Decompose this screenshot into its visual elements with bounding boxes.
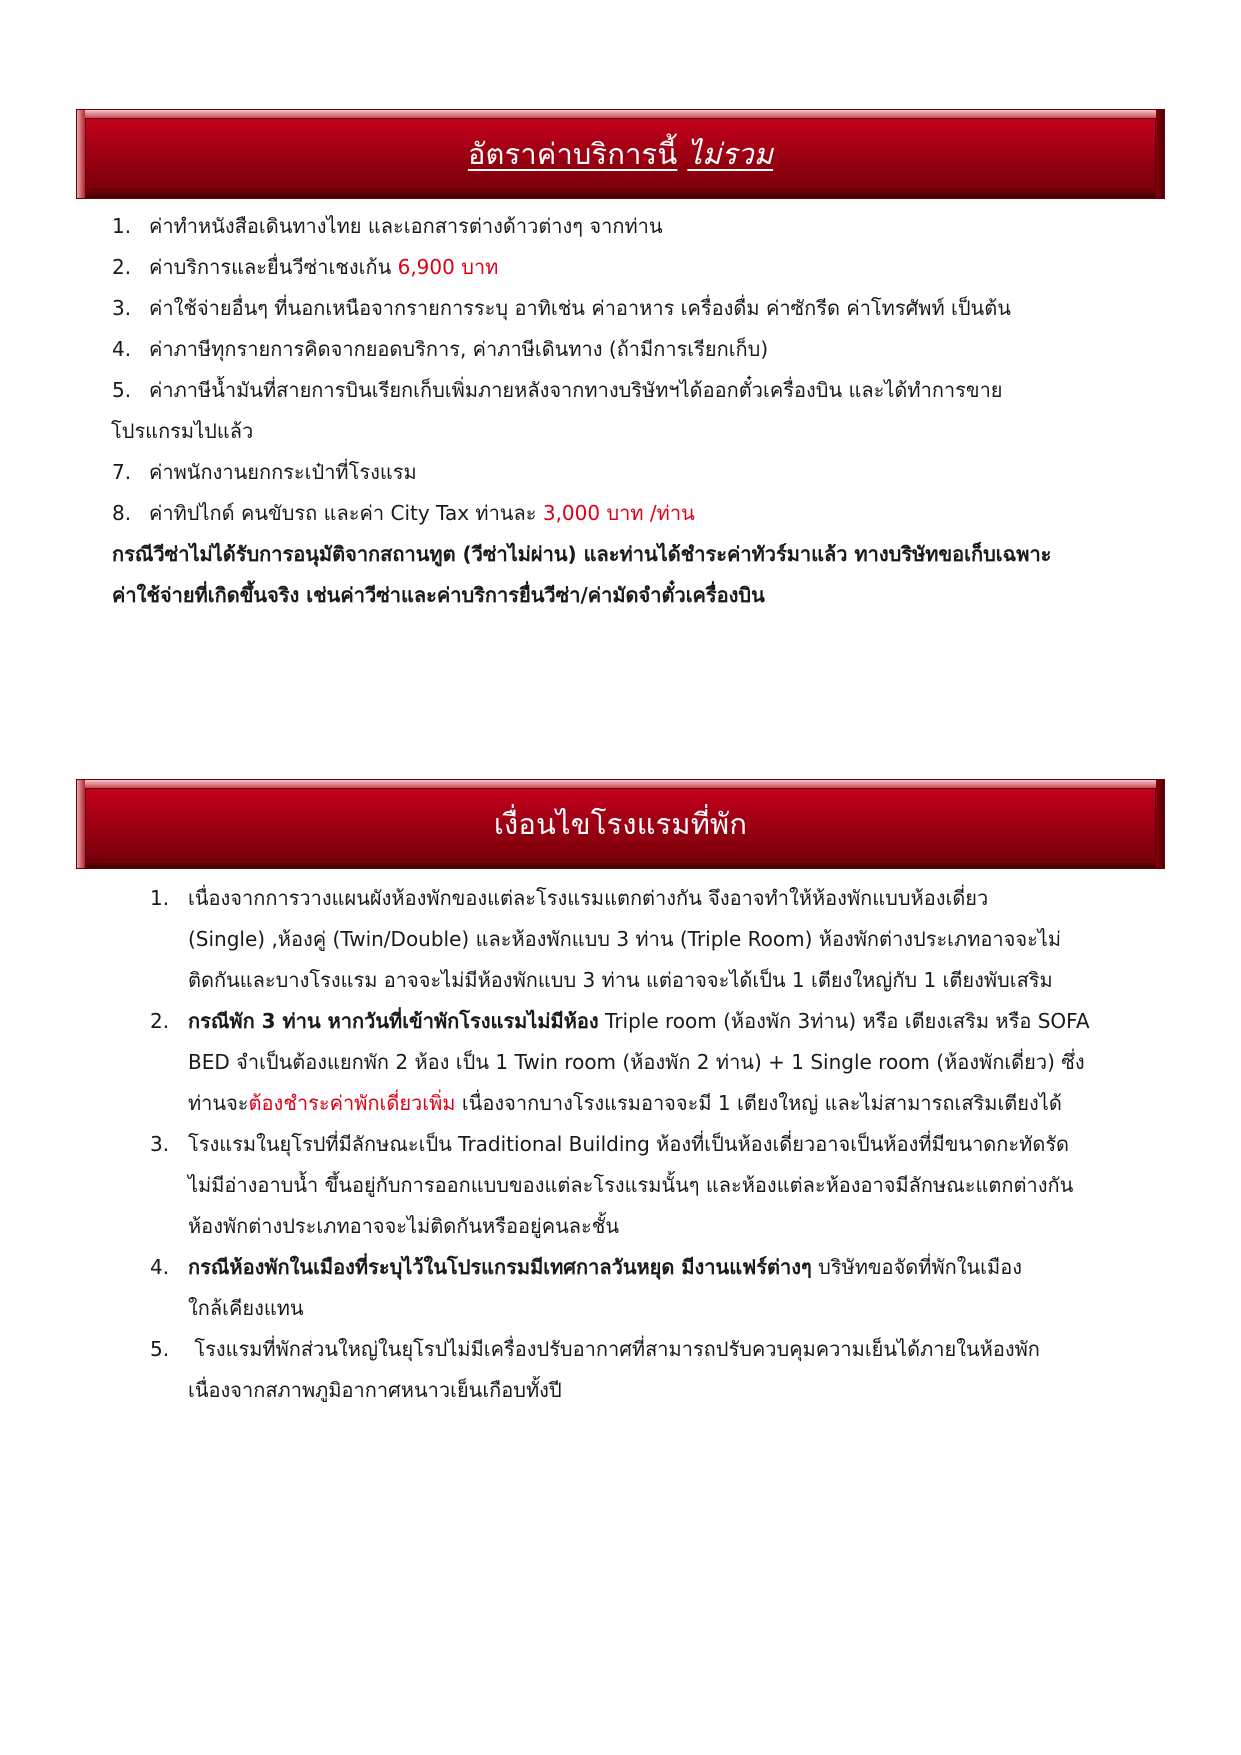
item-number: 1. xyxy=(150,886,170,910)
item-text: ค่าบริการและยื่นวีซ่าเชงเก้น xyxy=(149,255,398,279)
hotel-conditions-list xyxy=(150,878,1165,1411)
excluded-list xyxy=(112,206,1112,534)
line-rest: บริษัทขอจัดที่พักในเมือง xyxy=(811,1255,1022,1279)
item-text: ค่าทำหนังสือเดินทางไทย และเอกสารต่างด้าวต่างๆ จากท่าน xyxy=(149,214,663,238)
item-number: 2. xyxy=(150,1009,170,1033)
item-number: 5. xyxy=(150,1337,170,1361)
item-line: (Single) ,ห้องคู่ (Twin/Double) และห้องพักแบบ 3 ท่าน (Triple Room) ห้องพักต่างประเภทอาจจะไม่ xyxy=(188,927,1062,951)
item-text: ค่าภาษีน้ำมันที่สายการบินเรียกเก็บเพิ่มภายหลังจากทางบริษัทฯได้ออกตั๋วเครื่องบิน และได้ทำการขาย xyxy=(149,378,1003,402)
list-item xyxy=(150,878,1165,1001)
list-item xyxy=(150,1124,1165,1247)
section-title xyxy=(77,110,1164,198)
bold-lead: กรณีพัก 3 ท่าน หากวันที่เข้าพักโรงแรมไม่มีห้อง xyxy=(188,1009,599,1033)
price-highlight: 3,000 บาท /ท่าน xyxy=(542,501,695,525)
item-line xyxy=(188,1083,1165,1124)
item-text: ค่าภาษีทุกรายการคิดจากยอดบริการ, ค่าภาษีเดินทาง (ถ้ามีการเรียกเก็บ) xyxy=(149,337,769,361)
item-number: 2. xyxy=(112,255,132,279)
item-line: ห้องพักต่างประเภทอาจจะไม่ติดกันหรืออยู่คนละชั้น xyxy=(188,1214,620,1238)
item-line: เนื่องจากการวางแผนผังห้องพักของแต่ละโรงแรมแตกต่างกัน จึงอาจทำให้ห้องพักแบบห้องเดี่ยว xyxy=(188,886,989,910)
item-number: 3. xyxy=(112,296,132,320)
item-number: 5. xyxy=(112,378,132,402)
item-line xyxy=(188,1001,1165,1042)
list-item xyxy=(112,329,1112,370)
list-item xyxy=(112,452,1112,493)
item-number: 4. xyxy=(112,337,132,361)
price-highlight: 6,900 บาท xyxy=(397,255,499,279)
bold-lead: กรณีห้องพักในเมืองที่ระบุไว้ในโปรแกรมมีเทศกาลวันหยุด มีงานแฟร์ต่างๆ xyxy=(188,1255,812,1279)
item-line: ติดกันและบางโรงแรม อาจจะไม่มีห้องพักแบบ 3 ท่าน แต่อาจจะได้เป็น 1 เตียงใหญ่กับ 1 เตียงพับเสริม xyxy=(188,968,1053,992)
line-post: เนื่องจากบางโรงแรมอาจจะมี 1 เตียงใหญ่ และไม่สามารถเสริมเตียงได้ xyxy=(455,1091,1062,1115)
title-text: อัตราค่าบริการนี้ xyxy=(467,137,678,171)
item-number: 7. xyxy=(112,460,132,484)
item-text: ค่าทิปไกด์ คนขับรถ และค่า City Tax ท่านละ xyxy=(149,501,543,525)
item-line: ไม่มีอ่างอาบน้ำ ขึ้นอยู่กับการออกแบบของแต่ละโรงแรมนั้นๆ และห้องแต่ละห้องอาจมีลักษณะแตกต่างกัน xyxy=(188,1173,1074,1197)
item-number: 4. xyxy=(150,1255,170,1279)
section-title: เงื่อนไขโรงแรมที่พัก xyxy=(493,807,748,841)
item-line xyxy=(188,1247,1165,1288)
item-continuation: โปรแกรมไปแล้ว xyxy=(111,419,254,443)
line-rest: Triple room (ห้องพัก 3ท่าน) หรือ เตียงเสริม หรือ SOFA xyxy=(598,1009,1090,1033)
visa-note xyxy=(112,534,1132,616)
list-item xyxy=(112,370,1112,411)
item-number: 3. xyxy=(150,1132,170,1156)
section-banner-hotel xyxy=(76,779,1165,869)
item-text: ค่าพนักงานยกกระเป๋าที่โรงแรม xyxy=(149,460,417,484)
list-item xyxy=(112,206,1112,247)
item-number: 1. xyxy=(112,214,132,238)
item-line: โรงแรมในยุโรปที่มีลักษณะเป็น Traditional Building ห้องที่เป็นห้องเดี่ยวอาจเป็นห้องที่มีขนาดกะทัดรัด xyxy=(188,1132,1070,1156)
item-line: เนื่องจากสภาพภูมิอากาศหนาวเย็นเกือบทั้งปี xyxy=(188,1378,562,1402)
title-emphasis: ไม่รวม xyxy=(687,137,774,171)
item-number: 8. xyxy=(112,501,132,525)
list-item xyxy=(112,288,1112,329)
item-line: ใกล้เคียงแทน xyxy=(188,1296,304,1320)
item-text xyxy=(188,1124,1165,1247)
section-banner-excluded xyxy=(76,109,1165,199)
list-item xyxy=(150,1001,1165,1124)
item-text xyxy=(188,1247,1165,1329)
note-line: ค่าใช้จ่ายที่เกิดขึ้นจริง เช่นค่าวีซ่าและค่าบริการยื่นวีซ่า/ค่ามัดจำตั๋วเครื่องบิน xyxy=(112,583,765,607)
list-item xyxy=(150,1247,1165,1329)
note-line: กรณีวีซ่าไม่ได้รับการอนุมัติจากสถานทูต (วีซ่าไม่ผ่าน) และท่านได้ชำระค่าทัวร์มาแล้ว ทางบริษัทขอเก็บเฉพาะ xyxy=(112,542,1052,566)
item-line: โรงแรมที่พักส่วนใหญ่ในยุโรปไม่มีเครื่องปรับอากาศที่สามารถปรับควบคุมความเย็นได้ภายในห้องพัก xyxy=(188,1337,1040,1361)
item-text: ค่าใช้จ่ายอื่นๆ ที่นอกเหนือจากรายการระบุ อาทิเช่น ค่าอาหาร เครื่องดื่ม ค่าซักรีด ค่าโทรศัพท์ เป็นต้น xyxy=(149,296,1011,320)
list-item xyxy=(150,1329,1165,1411)
item-text xyxy=(188,1001,1165,1124)
red-highlight: ต้องชำระค่าพักเดี่ยวเพิ่ม xyxy=(248,1091,456,1115)
list-item xyxy=(112,493,1112,534)
list-item xyxy=(112,247,1112,288)
item-text xyxy=(188,878,1165,1001)
line-pre: ท่านจะ xyxy=(188,1091,249,1115)
item-line: BED จำเป็นต้องแยกพัก 2 ห้อง เป็น 1 Twin room (ห้องพัก 2 ท่าน) + 1 Single room (ห้องพักเดี่ยว) ซึ่ง xyxy=(188,1050,1085,1074)
item-text xyxy=(188,1329,1165,1411)
